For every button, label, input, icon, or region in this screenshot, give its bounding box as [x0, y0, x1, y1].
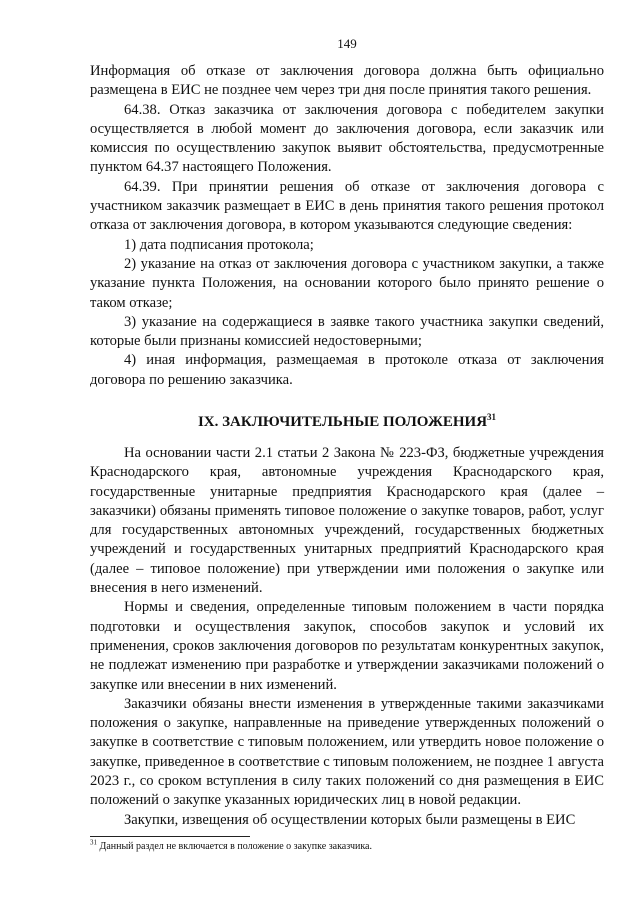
top-body-text [90, 62, 604, 390]
paragraph-procurements: Закупки, извещения об осуществлении которых были размещены в ЕИС [124, 811, 576, 828]
footnote [90, 840, 604, 853]
paragraph-refusal-info: Информация об отказе от заключения договора должна быть официально размещена в ЕИС не позднее чем через три дня после принятия такого решения. [90, 63, 604, 99]
section-heading-text: IX. ЗАКЛЮЧИТЕЛЬНЫЕ ПОЛОЖЕНИЯ [197, 414, 488, 430]
paragraph-obligations: Заказчики обязаны внести изменения в утвержденные такими заказчиками положения о закупке, направленные на приведение утвержденных положений о закупке в соответствие с типовым положением, или утвердить новое положение о закупке, приведенное в соответствие с типовым положением, не позднее 1 августа 2023 г., со сроком вступления в силу таких положений со дня размещения в ЕИС положений о закупке указанных юридических лиц в новой редакции. [90, 695, 604, 809]
paragraph-64-38: 64.38. Отказ заказчика от заключения договора с победителем закупки осуществляется в любой момент до заключения договора, если заказчик или комиссия по осуществлению закупок выявит обстоятельства, предусмотренные пунктом 64.37 настоящего Положения. [90, 101, 604, 176]
paragraph-norms: Нормы и сведения, определенные типовым положением в части порядка подготовки и осуществления закупок, способов закупок и условий их применения, сроков заключения договоров по результатам конкурентных закупок, не подлежат изменению при разработке и утверждении заказчиками положений о закупке или внесении в них изменений. [90, 599, 604, 693]
section-heading [90, 412, 604, 432]
list-item-2: 2) указание на отказ от заключения договора с участником закупки, а также указание пункта Положения, на основании которого было принято решение о таком отказе; [90, 255, 604, 311]
list-item-1: 1) дата подписания протокола; [124, 236, 314, 253]
list-item-3: 3) указание на содержащиеся в заявке такого участника закупки сведений, которые были признаны комиссией недостоверными; [90, 313, 604, 350]
footnote-divider [90, 836, 250, 837]
paragraph-64-39: 64.39. При принятии решения об отказе от заключения договора с участником заказчик размещает в ЕИС в день принятия такого решения протокол отказа от заключения договора, в котором указываются следующие сведения: [90, 178, 604, 234]
page-number: 149 [337, 36, 357, 51]
bottom-body-text [90, 444, 604, 830]
paragraph-legal-basis: На основании части 2.1 статьи 2 Закона № 223-ФЗ, бюджетные учреждения Краснодарского края, автономные учреждения Краснодарского края, государственные унитарные предприятия Краснодарского края (далее – заказчики) обязаны применять типовое положение о закупке товаров, работ, услуг для государственных автономных учреждений, государственных бюджетных учреждений и государственных унитарных предприятий Краснодарского края (далее – типовое положение) при утверждении ими положения о закупке или внесения в него изменений. [90, 445, 604, 597]
list-item-4: 4) иная информация, размещаемая в протоколе отказа от заключения договора по решению заказчика. [90, 352, 604, 388]
footnote-number: 31 [90, 838, 97, 847]
footnote-text: Данный раздел не включается в положение о закупке заказчика. [99, 841, 372, 852]
footnote-reference[interactable]: 31 [487, 412, 497, 422]
